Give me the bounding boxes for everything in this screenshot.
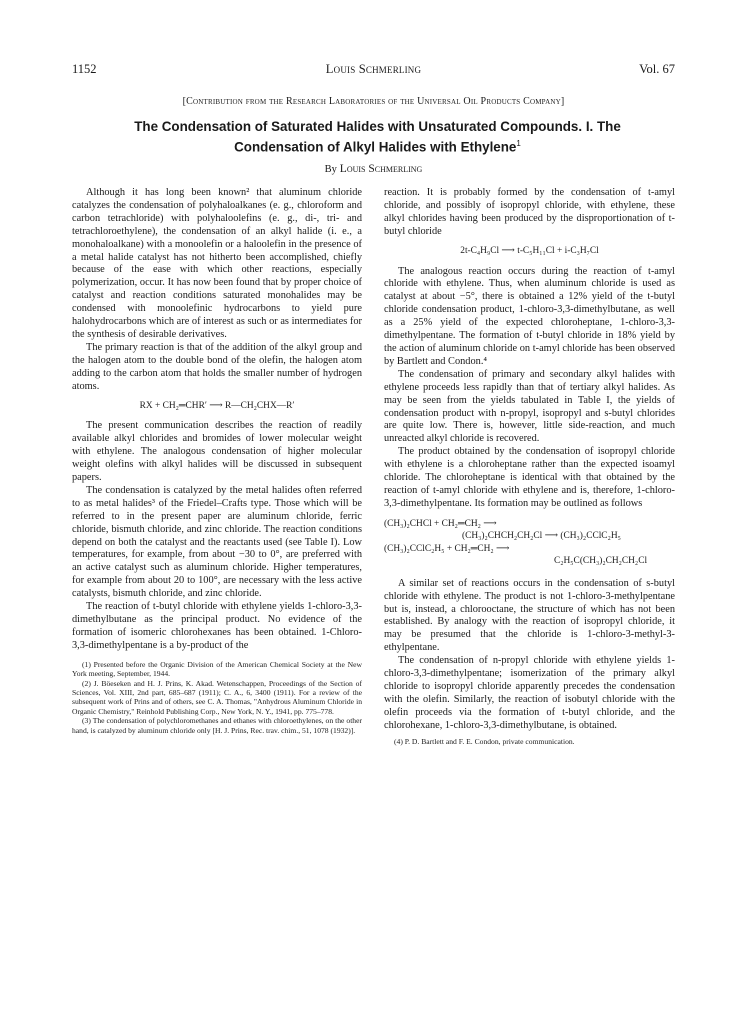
title-line-1: The Condensation of Saturated Halides with Unsaturated Compounds. I. The: [134, 119, 621, 134]
paragraph: The reaction of t-butyl chloride with ethylene yields 1-chloro-3,3-dimethylbutane as the principal product. No evidence of the formation of isomeric chlorohexanes has been obtained. 1-Chloro-3,3-dimethylpentane is a by-product of the: [72, 601, 362, 651]
equation-line: (CH₃)₂CHCl + CH₂═CH₂ ⟶: [384, 518, 497, 529]
footnotes: [72, 660, 362, 735]
affiliation-line: [Contribution from the Research Laboratories of the Universal Oil Products Company]: [182, 96, 565, 107]
footnote: (3) The condensation of polychloromethanes and ethanes with chloroethylenes, on the other hand, is catalyzed by aluminum chloride only [H. J. Prins, Rec. trav. chim., 51, 1078 (1932)].: [72, 716, 362, 735]
equation: 2t-C₄H₉Cl ⟶ t-C₅H₁₁Cl + i-C₃H₇Cl: [460, 245, 599, 256]
footnote: (1) Presented before the Organic Division of the American Chemical Society at the New York meeting, September, 1944.: [72, 659, 362, 679]
byline-by: By: [324, 164, 337, 175]
left-column: [72, 187, 362, 735]
equation-line: C₂H₅C(CH₃)₂CH₂CH₂Cl: [554, 556, 648, 567]
footnote: (4) P. D. Bartlett and F. E. Condon, private communication.: [394, 736, 575, 746]
title-line-2-text: Condensation of Alkyl Halides with Ethylene: [234, 139, 517, 155]
title-footnote-mark: 1: [516, 139, 521, 148]
paragraph: A similar set of reactions occurs in the condensation of s-butyl chloride with ethylene. The product is not 1-chloro-3-methylpentane but is, instead, a chlorooctane, the structure of which has not been established. By analogy with the reaction of isopropyl chloride, it may be presumed that the chloride is 1-chloro-3-methyl-3-ethylpentane.: [384, 577, 675, 654]
volume-number: Vol. 67: [639, 62, 675, 76]
paragraph: The analogous reaction occurs during the reaction of t-amyl chloride with ethylene. Thus, when aluminum chloride is used as catalyst at about −5°, there is obtained a 12% yield of the t-butyl chloride condensation product, 1-chloro-3,3-dimethylbutane, as well as a 25% yield of the expected chloroheptane, 1-chloro-3,3-dimethylpentane. The formation of t-butyl chloride in 18% yield by the action of aluminum chloride on t-amyl chloride has been observed by Bartlett and Condon.⁴: [384, 265, 675, 367]
title-line-2: [80, 135, 675, 155]
paragraph: The condensation of primary and secondary alkyl halides with ethylene proceeds less rapidly than that of tertiary alkyl halides. As may be seen from the yields tabulated in Table I, the yields of condensation product with n-propyl, isopropyl and s-butyl chlorides are quite low. There is, however, little side-reaction, and much unreacted alkyl chloride is recovered.: [384, 368, 675, 445]
paragraph: reaction. It is probably formed by the condensation of t-amyl chloride, and possibly of isopropyl chloride, with ethylene, these alkyl chlorides having been produced by the disproportionation of t-butyl chloride: [384, 187, 675, 237]
running-head-author: Louis Schmerling: [325, 62, 422, 76]
running-head: [72, 62, 675, 78]
equation-line: (CH₃)₂CClC₂H₅ + CH₂═CH₂ ⟶: [384, 543, 510, 554]
article-title: [80, 118, 675, 155]
equation-block: [384, 518, 675, 568]
paragraph: The condensation is catalyzed by the metal halides often referred to as metal halides³ of the Friedel–Crafts type. Those which will be referred to in the present paper are aluminum chloride, ferric chloride, bismuth chloride, and zinc chloride. The reaction conditions depend on both the catalyst and the reactants used (see Table I). Low temperatures, for example, from about −30 to 0°, are preferred with an active catalyst such as aluminum chloride. Higher temperatures, for example from about 20 to 100°, are necessary with the less active catalysts, bismuth chloride, and zinc chloride.: [72, 484, 362, 600]
paragraph: The product obtained by the condensation of isopropyl chloride with ethylene is a chloroheptane rather than the expected isoamyl chloride. The chloroheptane is identical with that obtained by the reaction of t-amyl chloride with ethylene and is, therefore, 1-chloro-3,3-dimethylpentane. Its formation may be outlined as follows: [384, 446, 675, 509]
paragraph: Although it has long been known² that aluminum chloride catalyzes the condensation of polyhaloalkanes (e. g., chloroform and carbon tetrachloride) with polyhaloolefins (e. g., di-, tri- and tetrachloroethylene), the condensation of an alkyl halide (i. e., a monohaloalkane) with a monoolefin or a haloolefin in the presence of a metal halide catalyst has not hitherto been accomplished, chiefly because of the ease with which other reactions, especially polymerization, occur. It has now been found that by proper choice of catalyst and reaction conditions saturated monohalides may be condensed with monoolefinic hydrocarbons to yield pure halohydrocarbons which are of interest as such or as intermediates for the synthesis of desirable derivatives.: [72, 187, 362, 340]
author-name: Louis Schmerling: [339, 163, 423, 175]
paragraph: The primary reaction is that of the addition of the alkyl group and the halogen atom to the double bond of the olefin, the halogen atom adding to the carbon atom that holds the smaller number of hydrogen atoms.: [72, 341, 362, 392]
right-column: [384, 187, 675, 746]
paragraph: The condensation of n-propyl chloride with ethylene yields 1-chloro-3,3-dimethylpentane; isomerization of the primary alkyl chloride to isopropyl chloride apparently precedes the condensation with the olefin. Similarly, the reaction of isobutyl chloride with the olefin proceeds via the formation of t-butyl chloride, and the chlorohexane, 1-chloro-3,3-dimethylbutane, is obtained.: [384, 655, 675, 731]
equation-line: (CH₃)₂CHCH₂CH₂Cl ⟶ (CH₃)₂CClC₂H₅: [462, 531, 621, 542]
byline: [72, 163, 675, 175]
equation: RX + CH₂═CHR′ ⟶ R—CH₂CHX—R′: [139, 400, 295, 411]
paragraph: The present communication describes the reaction of readily available alkyl chlorides and bromides of lower molecular weight with ethylene. The analogous condensation of higher molecular weight olefins with alkyl halides will be discussed in subsequent papers.: [72, 420, 362, 484]
footnote: (2) J. Böeseken and H. J. Prins, K. Akad. Wetenschappen, Proceedings of the Section of Sciences, Vol. XIII, 2nd part, 685–687 (1911); C. A., 6, 3400 (1911). For a review of the subsequent work of Prins and of others, see C. A. Thomas, "Anhydrous Aluminum Chloride in Organic Chemistry," Reinhold Publishing Corp., New York, N. Y., 1941, pp. 775–778.: [72, 678, 362, 716]
page-number: 1152: [72, 62, 97, 76]
